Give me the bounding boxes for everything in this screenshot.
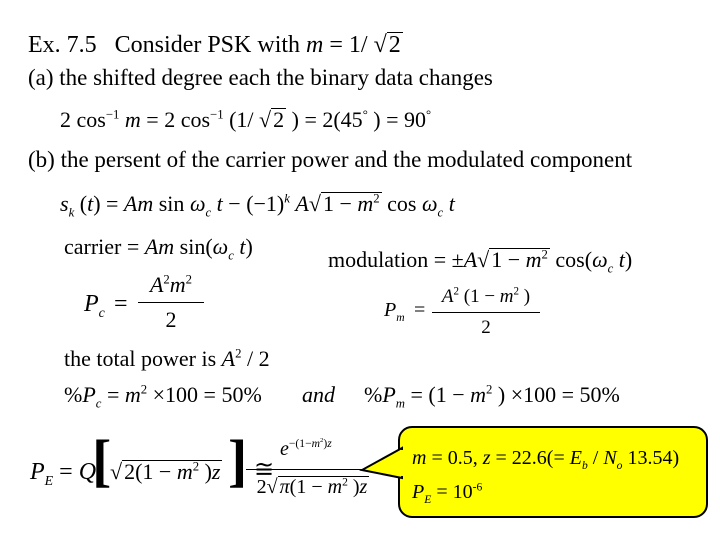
percent-pm: $\%P_m = (1 - m^2$ ) ×100 = 50% [364,382,620,411]
signal-equation: $s_k$ (t) = Am $\sin \omega_c$ $t - (-1)^k$ $A√1 - m^2$ $\cos \omega_c$ t [60,191,455,220]
pm-symbol: $P_m$ [384,299,405,324]
total-label: the total power is [64,346,217,371]
pe-sqrt-argument: $√2(1 - m^2$ )z [110,459,221,484]
carrier-equation: carrier = Am $\sin(\omega_c$ t) [64,234,253,263]
pc-symbol: $P_c$ [84,291,105,321]
percent-pc: $\%P_c = m^2 \times 100 = 50\%$ [64,382,262,411]
pc-fraction: $\frac{A^2m^2}{2}$ [138,272,204,333]
pe-bracket-open: [ [92,428,112,493]
carrier-label: carrier [64,234,122,259]
part-a-label: (a) the shifted degree each the binary data changes [28,65,493,90]
pe-fraction: $\frac{e^{-(1-m^2)z}}{2√ \pi(1 - m^2 )z}$ [246,438,380,499]
callout-line-1: m = 0.5, $z = 22.6(= E_b / N_o$ 13.54) [412,447,680,472]
pe-bracket-close: ] [228,428,248,493]
pe-approx: ≅ [254,457,275,483]
title-line: Ex. 7.5 Consider PSK with m = 1/ √2 [28,32,401,58]
modulation-equation: modulation = $\pm A√1 - m^2$ $\cos(\omega_c$ t) [328,247,633,276]
part-a-equation: 2 $\cos^{-1} m = 2$ $\cos^{-1} (1/$ √2 ) = 2(45° ) = 90° [60,107,432,132]
callout-box [398,426,708,518]
callout-pointer [362,448,402,488]
callout-line-2: $P_E = 10^{-6}$ [412,480,483,506]
pc-equals: = [114,291,128,317]
pe-left: $P_E = Q$ [30,459,97,489]
total-power: the total power is $A^2 / 2$ [64,346,270,371]
pm-fraction: $\frac{A^2 (1 - m^2 )}{2}$ [432,286,540,339]
title-text: Consider PSK with [114,32,301,58]
part-b-label: (b) the persent of the carrier power and the modulated component [28,147,633,172]
modulation-label: modulation [328,247,429,272]
and-word: and [302,382,335,407]
pm-equals: = [414,299,426,321]
example-number: Ex. 7.5 [28,32,97,58]
